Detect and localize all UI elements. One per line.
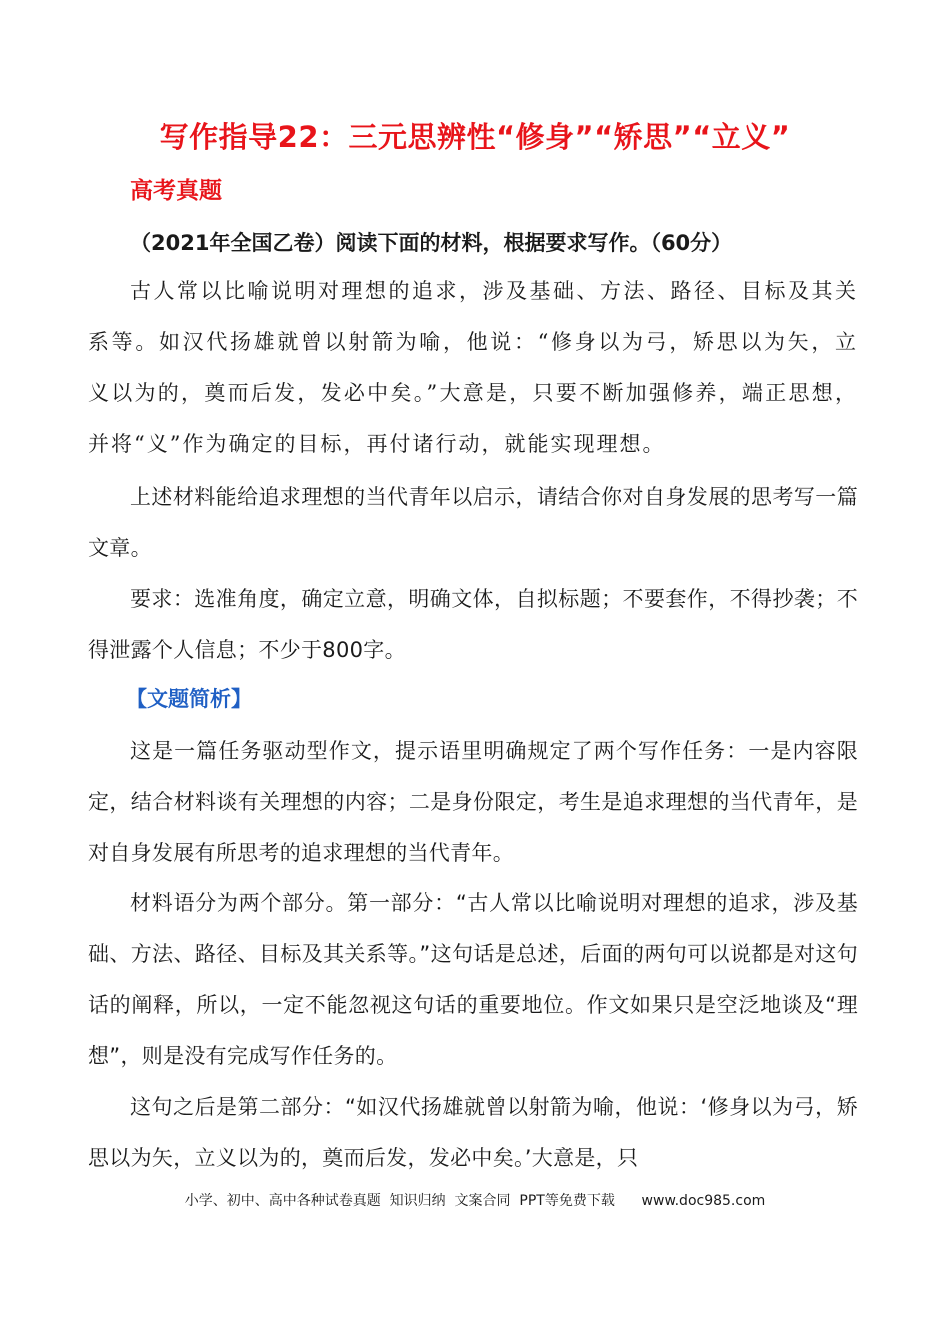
document-title: 写作指导22：三元思辨性“修身”“矫思”“立义” [159, 120, 791, 154]
requirement-paragraph: 要求：选准角度，确定立意，明确文体，自拟标题；不要套作，不得抄袭；不得泄露个人信息；不少于800字。 [88, 587, 858, 662]
section-heading: 高考真题 [130, 178, 222, 204]
analysis-paragraph-2: 材料语分为两个部分。第一部分：“古人常以比喻说明对理想的追求，涉及基础、方法、路径、目标及其关系等。”这句话是总述，后面的两句可以说都是对这句话的阐释，所以，一定不能忽视这句话的重要地位。作文如果只是空泛地谈及“理想”，则是没有完成写作任务的。 [88, 891, 858, 1068]
analysis-paragraph-3: 这句之后是第二部分：“如汉代扬雄就曾以射箭为喻，他说：‘修身以为弓，矫思以为矢，立义以为的，奠而后发，发必中矣。’大意是，只 [88, 1095, 858, 1170]
page-footer: 小学、初中、高中各种试卷真题 知识归纳 文案合同 PPT等免费下载 www.doc985.com [184, 1193, 766, 1209]
analysis-paragraph-1: 这是一篇任务驱动型作文，提示语里明确规定了两个写作任务：一是内容限定，结合材料谈有关理想的内容；二是身份限定，考生是追求理想的当代青年，是对自身发展有所思考的追求理想的当代青年。 [88, 739, 858, 865]
analysis-heading: 【文题简析】 [126, 687, 252, 711]
task-paragraph: 上述材料能给追求理想的当代青年以启示，请结合你对自身发展的思考写一篇文章。 [88, 485, 858, 560]
material-paragraph: 古人常以比喻说明对理想的追求，涉及基础、方法、路径、目标及其关系等。如汉代扬雄就曾以射箭为喻，他说：“修身以为弓，矫思以为矢，立义以为的，奠而后发，发必中矣。”大意是，只要不断加强修养，端正思想，并将“义”作为确定的目标，再付诸行动，就能实现理想。 [88, 279, 858, 456]
prompt-line: （2021年全国乙卷）阅读下面的材料，根据要求写作。（60分） [130, 231, 733, 255]
